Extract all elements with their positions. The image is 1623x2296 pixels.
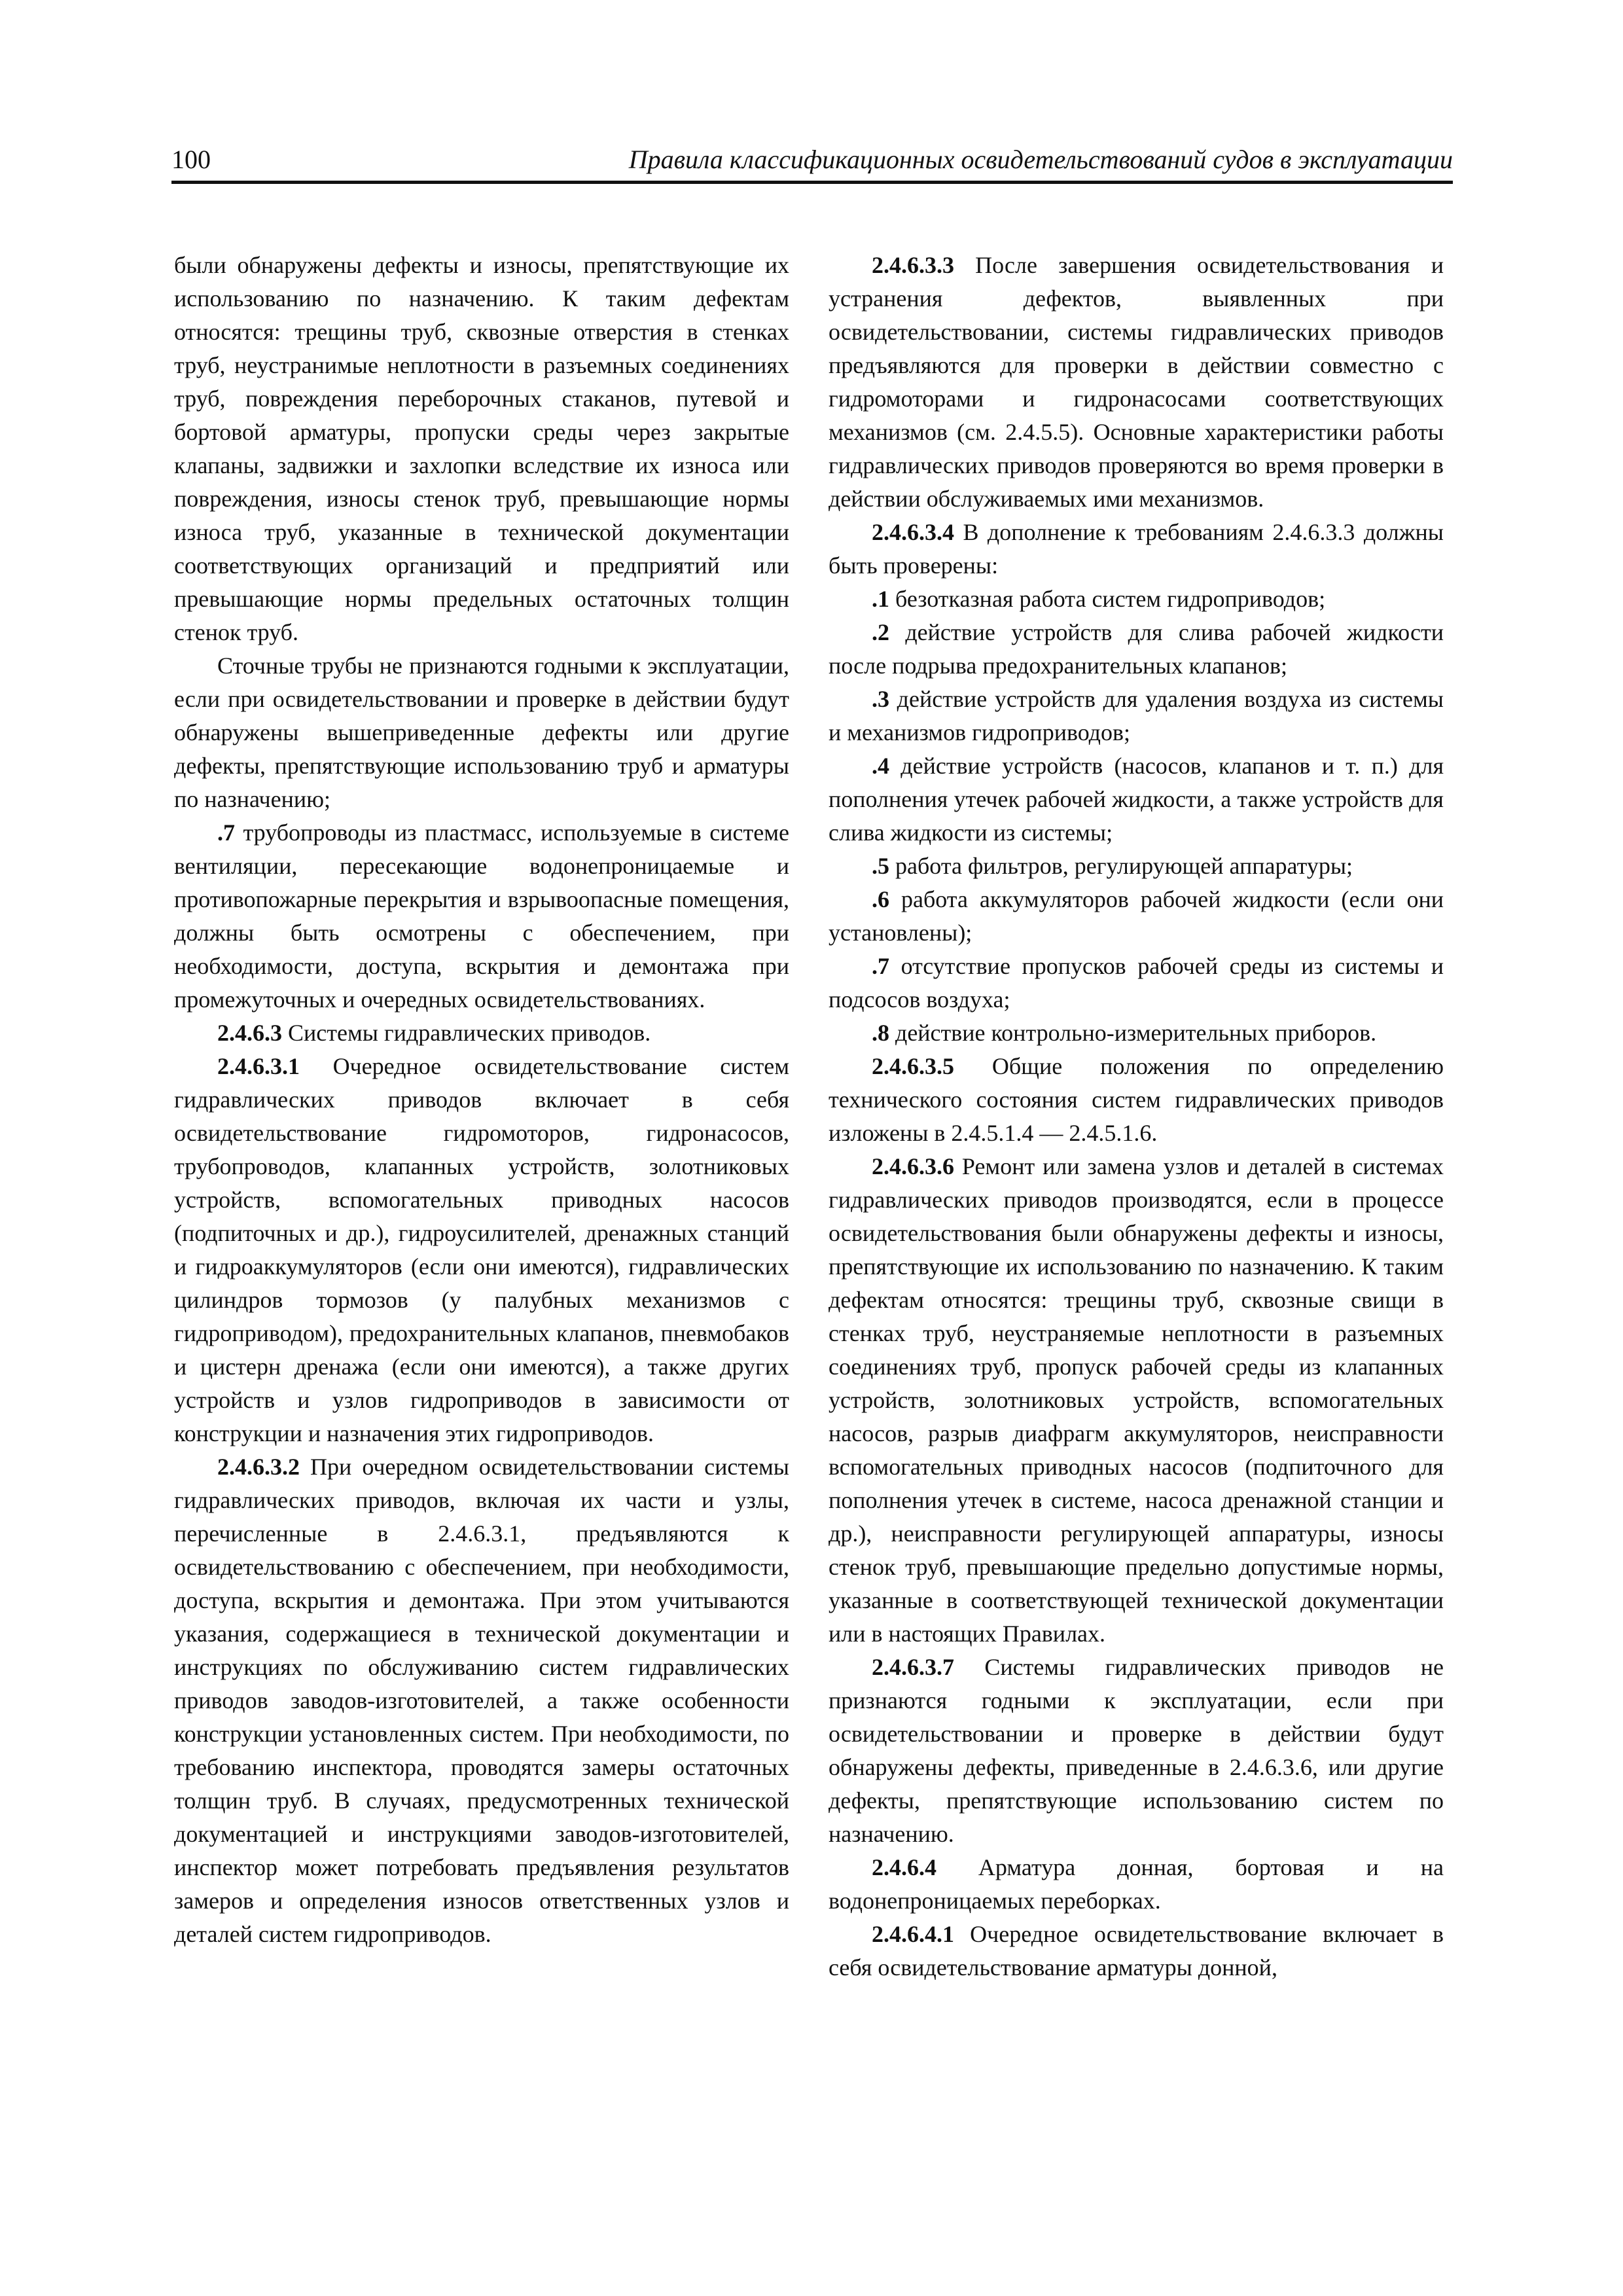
item-number: .7 (872, 953, 889, 979)
clause-number: 2.4.6.3.5 (872, 1053, 954, 1079)
paragraph (174, 649, 789, 816)
list-item (174, 816, 789, 1016)
clause-text: Системы гидравлических приводов. (282, 1020, 651, 1046)
page-header (171, 143, 1453, 184)
clause-number: 2.4.6.3.2 (217, 1454, 300, 1480)
clause-text: Очередное освидетельствование систем гидравлических приводов включает в себя освидетельствование гидромоторов, гидронасосов, трубопроводов, клапанных устройств, золотниковых устройств, вспомогательных приводных насосов (подпиточных и др.), гидроусилителей, дренажных станций и гидроаккумуляторов (если они имеются), гидравлических цилиндров тормозов (у палубных механизмов с гидроприводом), предохранительных клапанов, пневмобаков и цистерн дренажа (если они имеются), а также других устройств и узлов гидроприводов в зависимости от конструкции и назначения этих гидроприводов. (174, 1053, 789, 1446)
item-text: действие контрольно-измерительных приборов. (889, 1020, 1377, 1046)
clause (829, 1851, 1444, 1918)
clause-number: 2.4.6.4.1 (872, 1921, 954, 1947)
clause-number: 2.4.6.3.7 (872, 1654, 954, 1680)
paragraph-text: были обнаружены дефекты и износы, препятствующие их использованию по назначению. К таким дефектам относятся: трещины труб, сквозные отверстия в стенках труб, неустранимые неплотности в разъемных соединениях труб, повреждения переборочных стаканов, путевой и бортовой арматуры, пропуски среды через закрытые клапаны, задвижки и захлопки вследствие их износа или повреждения, износы стенок труб, превышающие нормы износа труб, указанные в технической документации соответствующих организаций и предприятий или превышающие нормы предельных остаточных толщин стенок труб. (174, 252, 789, 645)
list-item (829, 616, 1444, 683)
clause (829, 1150, 1444, 1651)
clause (829, 1651, 1444, 1851)
clause-number: 2.4.6.4 (872, 1854, 936, 1880)
clause (829, 1918, 1444, 1984)
item-number: .1 (872, 586, 889, 612)
clause-number: 2.4.6.3.4 (872, 519, 954, 545)
clause (829, 1050, 1444, 1150)
clause-text: В дополнение к требованиям 2.4.6.3.3 должны быть проверены: (829, 519, 1444, 579)
clause (174, 1050, 789, 1450)
item-number: .7 (217, 819, 235, 846)
item-number: .2 (872, 619, 889, 645)
item-number: .8 (872, 1020, 889, 1046)
right-column (829, 249, 1444, 1984)
clause (174, 1450, 789, 1951)
clause-text: После завершения освидетельствования и устранения дефектов, выявленных при освидетельствовании, системы гидравлических приводов предъявляются для проверки в действии совместно с гидромоторами и гидронасосами соответствующих механизмов (см. 2.4.5.5). Основные характеристики работы гидравлических приводов проверяются во время проверки в действии обслуживаемых ими механизмов. (829, 252, 1444, 512)
clause-text: При очередном освидетельствовании системы гидравлических приводов, включая их части и узлы, перечисленные в 2.4.6.3.1, предъявляются к освидетельствованию с обеспечением, при необходимости, доступа, вскрытия и демонтажа. При этом учитываются указания, содержащиеся в технической документации и инструкциях по обслуживанию систем гидравлических приводов заводов-изготовителей, а также особенности конструкции установленных систем. При необходимости, по требованию инспектора, проводятся замеры остаточных толщин труб. В случаях, предусмотренных технической документацией и инструкциями заводов-изготовителей, инспектор может потребовать предъявления результатов замеров и определения износов ответственных узлов и деталей систем гидроприводов. (174, 1454, 789, 1947)
clause-text: Ремонт или замена узлов и деталей в системах гидравлических приводов производятся, если в процессе освидетельствования были обнаружены дефекты и износы, препятствующие их использованию по назначению. К таким дефектам относятся: трещины труб, сквозные свищи в стенках труб, неустраняемые неплотности в разъемных соединениях труб, пропуск рабочей среды из клапанных устройств, золотниковых устройств, вспомогательных насосов, разрыв диафрагм аккумуляторов, неисправности вспомогательных приводных насосов (подпиточного для пополнения утечек в системе, насоса дренажной станции и др.), неисправности регулирующей аппаратуры, износы стенок труб, превышающие предельно допустимые нормы, указанные в соответствующей технической документации или в настоящих Правилах. (829, 1153, 1444, 1647)
running-title: Правила классификационных освидетельствований судов в эксплуатации (628, 145, 1453, 174)
left-column (174, 249, 789, 1951)
clause-text: Арматура донная, бортовая и на водонепроницаемых переборках. (829, 1854, 1444, 1914)
clause-number: 2.4.6.3 (217, 1020, 282, 1046)
paragraph-text: Сточные трубы не признаются годными к эксплуатации, если при освидетельствовании и проверке в действии будут обнаружены вышеприведенные дефекты или другие дефекты, препятствующие использованию труб и арматуры по назначению; (174, 653, 789, 812)
list-item (829, 950, 1444, 1016)
item-text: действие устройств для слива рабочей жидкости после подрыва предохранительных клапанов; (829, 619, 1444, 679)
clause-text: Системы гидравлических приводов не признаются годными к эксплуатации, если при освидетельствовании и проверке в действии будут обнаружены дефекты, приведенные в 2.4.6.3.6, или другие дефекты, препятствующие использованию систем по назначению. (829, 1654, 1444, 1847)
list-item (829, 850, 1444, 883)
clause-number: 2.4.6.3.1 (217, 1053, 300, 1079)
paragraph-continued (174, 249, 789, 649)
list-item (829, 1016, 1444, 1050)
list-item (829, 749, 1444, 850)
list-item (829, 883, 1444, 950)
item-text: отсутствие пропусков рабочей среды из системы и подсосов воздуха; (829, 953, 1444, 1013)
item-number: .6 (872, 886, 889, 912)
item-text: работа аккумуляторов рабочей жидкости (если они установлены); (829, 886, 1444, 946)
item-number: .5 (872, 853, 889, 879)
item-text: безотказная работа систем гидроприводов; (889, 586, 1326, 612)
clause (829, 516, 1444, 583)
clause-text: Очередное освидетельствование включает в себя освидетельствование арматуры донной, (829, 1921, 1444, 1981)
clause (829, 249, 1444, 516)
item-text: действие устройств (насосов, клапанов и т. п.) для пополнения утечек рабочей жидкости, а также устройств для слива жидкости из системы; (829, 753, 1444, 846)
list-item (829, 683, 1444, 749)
item-number: .4 (872, 753, 889, 779)
item-text: работа фильтров, регулирующей аппаратуры; (889, 853, 1353, 879)
item-text: трубопроводы из пластмасс, используемые в системе вентиляции, пересекающие водонепроницаемые и противопожарные перекрытия и взрывоопасные помещения, должны быть осмотрены с обеспечением, при необходимости, доступа, вскрытия и демонтажа при промежуточных и очередных освидетельствованиях. (174, 819, 789, 1013)
item-text: действие устройств для удаления воздуха из системы и механизмов гидроприводов; (829, 686, 1444, 745)
page-number: 100 (171, 145, 211, 174)
clause-number: 2.4.6.3.6 (872, 1153, 954, 1179)
clause (174, 1016, 789, 1050)
item-number: .3 (872, 686, 889, 712)
clause-text: Общие положения по определению технического состояния систем гидравлических приводов изложены в 2.4.5.1.4 — 2.4.5.1.6. (829, 1053, 1444, 1146)
clause-number: 2.4.6.3.3 (872, 252, 954, 278)
list-item (829, 583, 1444, 616)
